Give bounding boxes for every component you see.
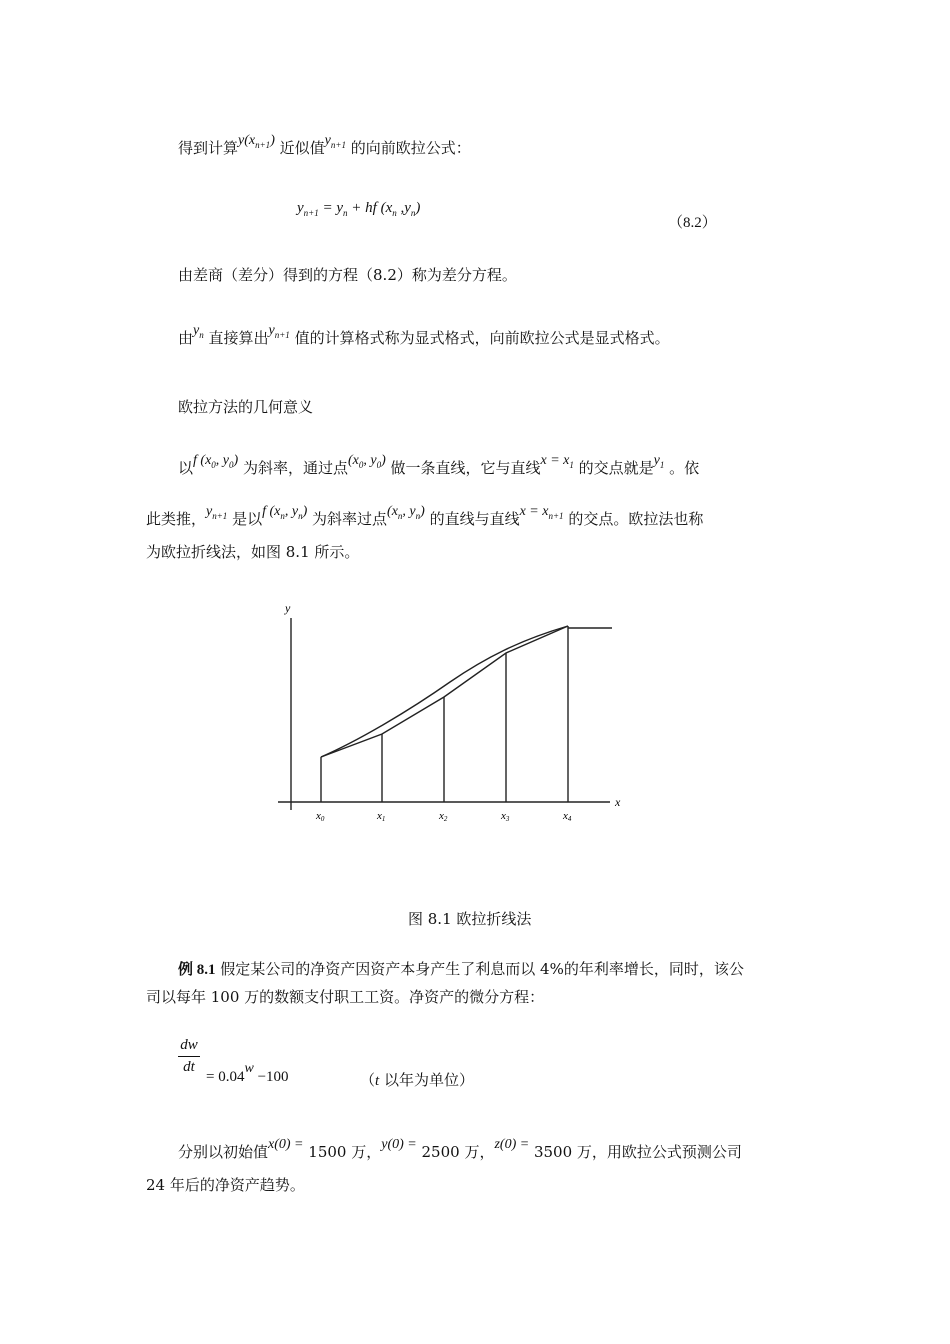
math-yn1: $y_{n+1}$ xyxy=(324,133,346,150)
y-axis-label: y xyxy=(285,601,291,615)
section-heading: 欧拉方法的几何意义 xyxy=(178,398,314,416)
text: 得到计算 xyxy=(178,139,239,157)
initial-values-line1: 分别以初始值x(0) = 1500 万，y(0) = 2500 万，z(0) = 3500 万，用欧拉公式预测公司 xyxy=(178,1137,742,1161)
euler-polyline-figure xyxy=(270,600,630,830)
paragraph-difference-equation: 由差商（差分）得到的方程（8.2）称为差分方程。 xyxy=(178,266,517,284)
text: 的向前欧拉公式： xyxy=(350,139,471,157)
example-label: 例 8.1 xyxy=(178,962,216,978)
paragraph-figure-ref: 为欧拉折线法，如图 8.1 所示。 xyxy=(146,543,360,561)
paragraph-geometry-2: 此类推，$y_{n+1}$ 是以f ($x_n$, $y_n$) 为斜率过点($x_n$, $y_n$) 的直线与直线$x = x_{n+1}$ 的交点。欧拉法也称 xyxy=(146,504,704,528)
example-paragraph-line1: 例 8.1 假定某公司的净资产因资产本身产生了利息而以 4%的年利率增长，同时，该公 xyxy=(178,960,744,978)
tick-label-x0: x0 xyxy=(316,810,325,823)
example-paragraph-line2: 司以每年 100 万的数额支付职工工资。净资产的微分方程： xyxy=(146,988,545,1006)
tick-label-x3: x3 xyxy=(501,810,510,823)
figure-caption: 图 8.1 欧拉折线法 xyxy=(408,910,532,928)
tick-label-x4: x4 xyxy=(563,810,572,823)
tick-label-x2: x2 xyxy=(439,810,448,823)
ode-note: （t 以年为单位） xyxy=(360,1071,474,1089)
ode-rhs: = 0.04w −100 xyxy=(206,1061,289,1085)
text: 近似值 xyxy=(279,139,325,157)
math-yn1: $y_{n+1}$ xyxy=(268,323,290,340)
math-yn: $y_n$ xyxy=(193,323,204,340)
math-y-xn1: $y(x_{n+1})$ xyxy=(238,133,275,150)
tick-label-x1: x1 xyxy=(377,810,386,823)
x-axis-label: x xyxy=(615,795,621,809)
paragraph-explicit-scheme: 由$y_n$ 直接算出$y_{n+1}$ 值的计算格式称为显式格式，向前欧拉公式是显式格式。 xyxy=(178,323,670,347)
ode-fraction: dw dt xyxy=(178,1037,200,1076)
paragraph-intro xyxy=(178,133,471,159)
equation-8-2: $y_{n+1} = y_n$ + hf ($x_n$ $,y_n$) xyxy=(297,200,421,218)
paragraph-geometry-1: 以f ($x_0$, $y_0$) 为斜率，通过点($x_0$, $y_0$) 做一条直线，它与直线$x = x_1$ 的交点就是$y_1$ 。依 xyxy=(178,453,700,477)
initial-values-line2: 24 年后的净资产趋势。 xyxy=(146,1176,305,1194)
equation-number: （8.2） xyxy=(668,215,717,231)
